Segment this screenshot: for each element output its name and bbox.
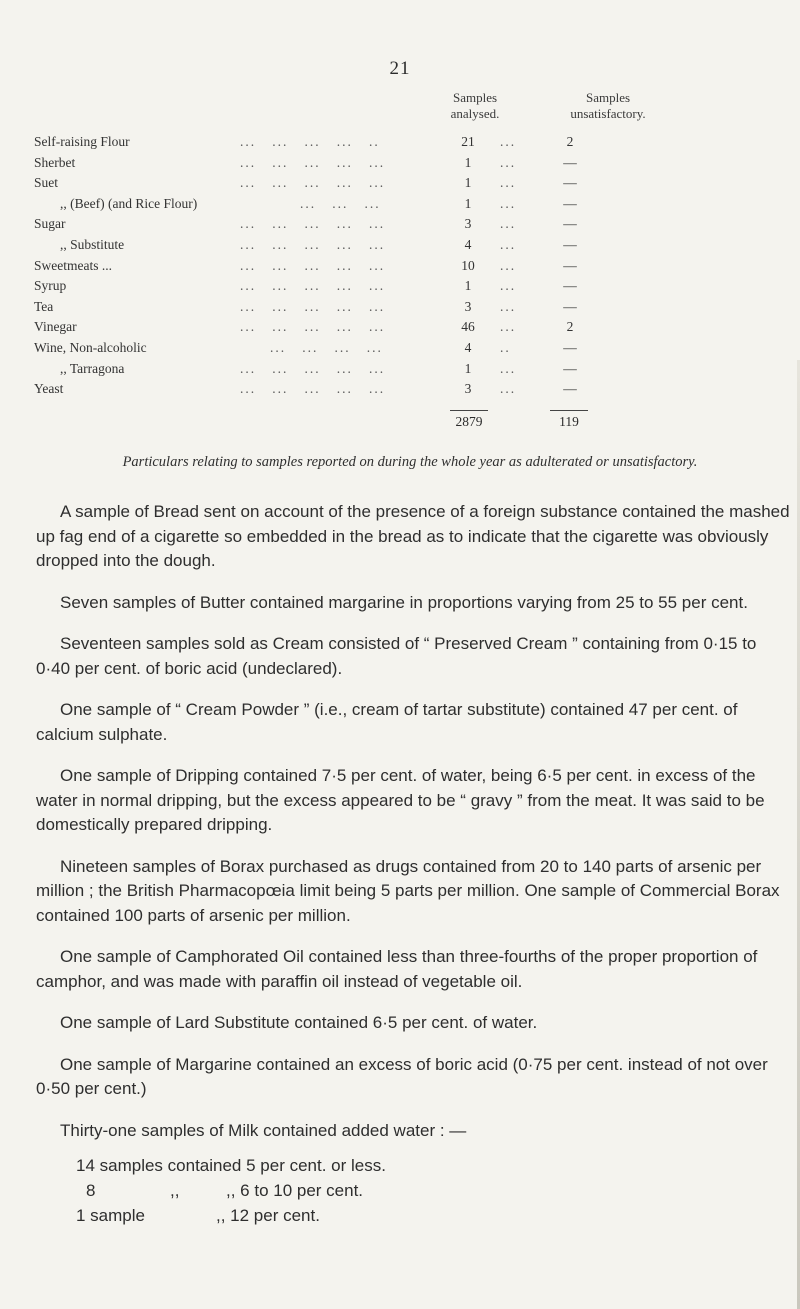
row-unsatisfactory: 2 xyxy=(566,319,574,335)
table-row: Suet ... ... ... ... ... 1 ... — xyxy=(0,173,800,194)
row-analysed: 21 xyxy=(461,134,475,149)
row-analysed: 1 xyxy=(464,175,472,191)
paragraph-dripping: One sample of Dripping contained 7·5 per cent. of water, being 6·5 per cent. in excess of the water in normal dripping, but the excess appeared to be “ gravy ” from the meat. It was said to be domestically prepared dripping. xyxy=(36,766,765,834)
table-row: Self-raising Flour ... ... ... ... .. 21 ... 2 xyxy=(0,132,800,153)
milk-range: ,, 6 to 10 per cent. xyxy=(226,1181,364,1200)
section-heading: Particulars relating to samples reported on during the whole year as adulterated or unsatisfactory. xyxy=(122,454,698,470)
list-item xyxy=(76,1179,790,1204)
row-unsatisfactory: — xyxy=(563,195,577,211)
row-analysed: 4 xyxy=(464,236,472,252)
row-analysed: 10 xyxy=(461,257,475,273)
table-row: Vinegar ... ... ... ... ... 46 ... 2 xyxy=(0,317,800,338)
row-label: ,, Substitute xyxy=(60,236,125,252)
row-label: Sherbet xyxy=(34,154,76,170)
row-analysed: 46 xyxy=(461,319,475,335)
row-label: Yeast xyxy=(34,381,64,397)
table-row: Wine, Non-alcoholic ... ... ... ... 4 .. — xyxy=(0,338,800,359)
row-analysed: 3 xyxy=(464,381,472,397)
table-row: Sugar ... ... ... ... ... 3 ... — xyxy=(0,214,800,235)
list-item xyxy=(76,1204,790,1229)
paragraph-borax: Nineteen samples of Borax purchased as drugs contained from 20 to 140 parts of arsenic per million ; the British Pharmacopœia limit being 5 parts per million. One sample of Commercial Borax contained 100 parts of arsenic per million. xyxy=(36,856,780,925)
paragraph-bread: A sample of Bread sent on account of the presence of a foreign substance contained the mashed up fag end of a cigarette so embedded in the bread as to indicate that the cigarette was obviously dropped into the dough. xyxy=(36,502,790,570)
row-analysed: 4 xyxy=(464,339,472,355)
row-unsatisfactory: — xyxy=(563,381,577,397)
list-item xyxy=(76,1154,790,1179)
row-label: ,, Tarragona xyxy=(60,360,125,376)
row-label: Wine, Non-alcoholic xyxy=(34,339,147,355)
row-unsatisfactory: — xyxy=(563,154,577,170)
table-row: Syrup ... ... ... ... ... 1 ... — xyxy=(0,276,800,297)
row-analysed: 3 xyxy=(464,216,472,232)
row-label: Tea xyxy=(34,298,54,314)
total-rule xyxy=(450,410,488,411)
row-analysed: 1 xyxy=(464,278,472,294)
paragraph-cream: Seventeen samples sold as Cream consisted of “ Preserved Cream ” containing from 0·15 to 0·40 per cent. of boric acid (undeclared). xyxy=(36,634,757,678)
column-header-unsatisfactory: Samples unsatisfactory. xyxy=(570,90,646,121)
table-row: ,, Tarragona ... ... ... ... ... 1 ... — xyxy=(0,359,800,380)
table-row: ,, (Beef) (and Rice Flour) ... ... ... 1 ... — xyxy=(0,194,800,215)
row-label: Syrup xyxy=(34,278,67,294)
table-header xyxy=(0,90,800,130)
paragraph-camphorated-oil: One sample of Camphorated Oil contained less than three-fourths of the proper proportion of camphor, and was made with paraffin oil instead of vegetable oil. xyxy=(36,947,758,991)
row-analysed: 1 xyxy=(464,195,472,211)
row-label: ,, (Beef) (and Rice Flour) xyxy=(60,195,198,211)
milk-count: 8 xyxy=(86,1181,96,1200)
table-row: Tea ... ... ... ... ... 3 ... — xyxy=(0,297,800,318)
table-row: Yeast ... ... ... ... ... 3 ... — xyxy=(0,379,800,400)
table-row: Sherbet ... ... ... ... ... 1 ... — xyxy=(0,153,800,174)
row-unsatisfactory: — xyxy=(563,339,577,355)
total-rule xyxy=(550,410,588,411)
page-number: 21 xyxy=(389,58,411,79)
paragraph-lard-substitute: One sample of Lard Substitute contained 6·5 per cent. of water. xyxy=(60,1013,538,1032)
row-label: Self-raising Flour xyxy=(34,134,130,149)
paragraph-cream-powder: One sample of “ Cream Powder ” (i.e., cream of tartar substitute) contained 47 per cent. of calcium sulphate. xyxy=(36,700,738,744)
table-row: ,, Substitute ... ... ... ... ... 4 ... — xyxy=(0,235,800,256)
paragraph-margarine: One sample of Margarine contained an excess of boric acid (0·75 per cent. instead of not over 0·50 per cent.) xyxy=(36,1054,768,1098)
milk-line: 14 samples contained 5 per cent. or less. xyxy=(76,1156,386,1175)
row-label: Sugar xyxy=(34,216,66,232)
total-analysed: 2879 xyxy=(455,414,483,429)
table-row: Sweetmeats ... ... ... ... ... ... 10 ... — xyxy=(0,256,800,277)
row-label: Sweetmeats ... xyxy=(34,257,112,273)
row-analysed: 3 xyxy=(464,298,472,314)
row-label: Vinegar xyxy=(34,319,77,335)
samples-table xyxy=(0,132,800,400)
report-body xyxy=(36,500,790,1229)
paragraph-milk: Thirty-one samples of Milk contained added water : — xyxy=(60,1120,467,1140)
row-analysed: 1 xyxy=(464,360,472,376)
row-unsatisfactory: — xyxy=(563,360,577,376)
row-unsatisfactory: — xyxy=(563,298,577,314)
row-unsatisfactory: — xyxy=(563,257,577,273)
milk-list xyxy=(36,1154,790,1229)
row-unsatisfactory: 2 xyxy=(566,134,574,149)
row-label: Suet xyxy=(34,175,59,191)
paragraph-butter: Seven samples of Butter contained margarine in proportions varying from 25 to 55 per cent. xyxy=(60,592,748,612)
row-analysed: 1 xyxy=(464,154,472,170)
row-unsatisfactory: — xyxy=(563,236,577,252)
column-header-analysed: Samples analysed. xyxy=(450,90,500,121)
row-unsatisfactory: — xyxy=(563,175,577,191)
milk-count: 1 sample xyxy=(76,1206,145,1225)
total-unsatisfactory: 119 xyxy=(559,414,579,429)
row-unsatisfactory: — xyxy=(563,278,577,294)
milk-ditto: ,, xyxy=(170,1181,180,1200)
milk-range: ,, 12 per cent. xyxy=(216,1206,320,1225)
row-unsatisfactory: — xyxy=(563,216,577,232)
